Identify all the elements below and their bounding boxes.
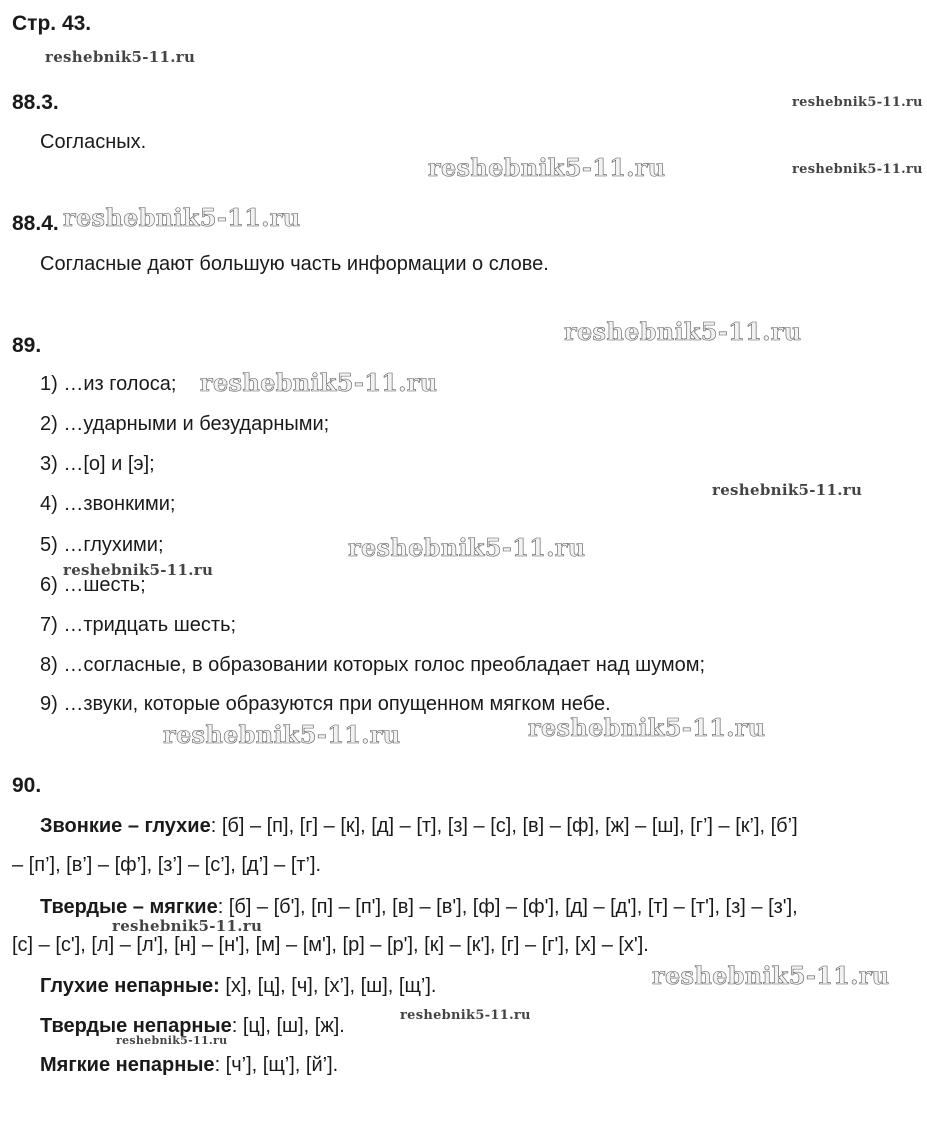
unpaired-voiceless-label: Глухие непарные:	[40, 975, 220, 997]
watermark: reshebnik5-11.ru	[528, 713, 766, 742]
section-88-3-number: 88.3.	[12, 91, 59, 114]
watermark: reshebnik5-11.ru	[792, 162, 923, 177]
watermark: reshebnik5-11.ru	[712, 481, 863, 499]
watermark: reshebnik5-11.ru	[45, 48, 196, 66]
unpaired-soft-line	[40, 1054, 338, 1077]
section-88-4-number: 88.4.	[12, 212, 59, 235]
voiced-voiceless-pairs: : [б] – [п], [г] – [к], [д] – [т], [з] – [с], [в] – [ф], [ж] – [ш], [г’] – [к’], [б’]	[210, 815, 798, 837]
section-89-item: 6) …шесть;	[40, 574, 146, 596]
watermark: reshebnik5-11.ru	[200, 368, 438, 397]
watermark: reshebnik5-11.ru	[163, 720, 401, 749]
watermark: reshebnik5-11.ru	[792, 95, 923, 110]
hard-soft-line-2: [с] – [с'], [л] – [л'], [н] – [н'], [м] – [м'], [р] – [р'], [к] – [к'], [г] – [г'], [х] – [х'].	[12, 934, 649, 956]
unpaired-hard-label: Твердые непарные	[40, 1015, 232, 1037]
unpaired-voiceless-list: [х], [ц], [ч], [х’], [ш], [щ’].	[219, 975, 437, 997]
section-89-number: 89.	[12, 334, 42, 357]
section-89-item: 5) …глухими;	[40, 534, 164, 556]
unpaired-soft-list: : [ч’], [щ’], [й’].	[214, 1054, 339, 1076]
section-88-3-answer: Согласных.	[40, 131, 147, 153]
voiced-voiceless-line-1	[40, 815, 798, 838]
section-89-item: 2) …ударными и безударными;	[40, 413, 330, 435]
section-89-item: 3) …[о] и [э];	[40, 453, 155, 475]
voiced-voiceless-label: Звонкие – глухие	[40, 815, 211, 837]
section-89-item: 7) …тридцать шесть;	[40, 614, 237, 636]
unpaired-hard-list: : [ц], [ш], [ж].	[231, 1015, 345, 1037]
watermark: reshebnik5-11.ru	[400, 1008, 531, 1023]
watermark: reshebnik5-11.ru	[564, 317, 802, 346]
watermark: reshebnik5-11.ru	[112, 917, 263, 935]
unpaired-soft-label: Мягкие непарные	[40, 1054, 215, 1076]
section-90-number: 90.	[12, 774, 42, 797]
hard-soft-label: Твердые – мягкие	[40, 896, 218, 918]
watermark: reshebnik5-11.ru	[348, 533, 586, 562]
section-88-4-answer: Согласные дают большую часть информации о слове.	[40, 253, 549, 275]
page-label: Стр. 43.	[12, 12, 92, 35]
watermark: reshebnik5-11.ru	[63, 561, 214, 579]
voiced-voiceless-line-2: – [п’], [в’] – [ф’], [з’] – [с’], [д’] – [т’].	[12, 854, 322, 876]
hard-soft-line-1	[40, 896, 798, 919]
hard-soft-pairs: : [б] – [б'], [п] – [п'], [в] – [в'], [ф] – [ф'], [д] – [д'], [т] – [т'], [з] – [з'],	[217, 896, 798, 918]
watermark: reshebnik5-11.ru	[428, 153, 666, 182]
section-89-item: 9) …звуки, которые образуются при опущенном мягком небе.	[40, 693, 611, 715]
section-89-item: 4) …звонкими;	[40, 493, 176, 515]
section-89-item: 1) …из голоса;	[40, 373, 177, 395]
unpaired-voiceless-line	[40, 975, 436, 998]
watermark: reshebnik5-11.ru	[63, 203, 301, 232]
watermark: reshebnik5-11.ru	[116, 1034, 228, 1047]
section-89-item: 8) …согласные, в образовании которых голос преобладает над шумом;	[40, 654, 706, 676]
watermark: reshebnik5-11.ru	[652, 961, 890, 990]
